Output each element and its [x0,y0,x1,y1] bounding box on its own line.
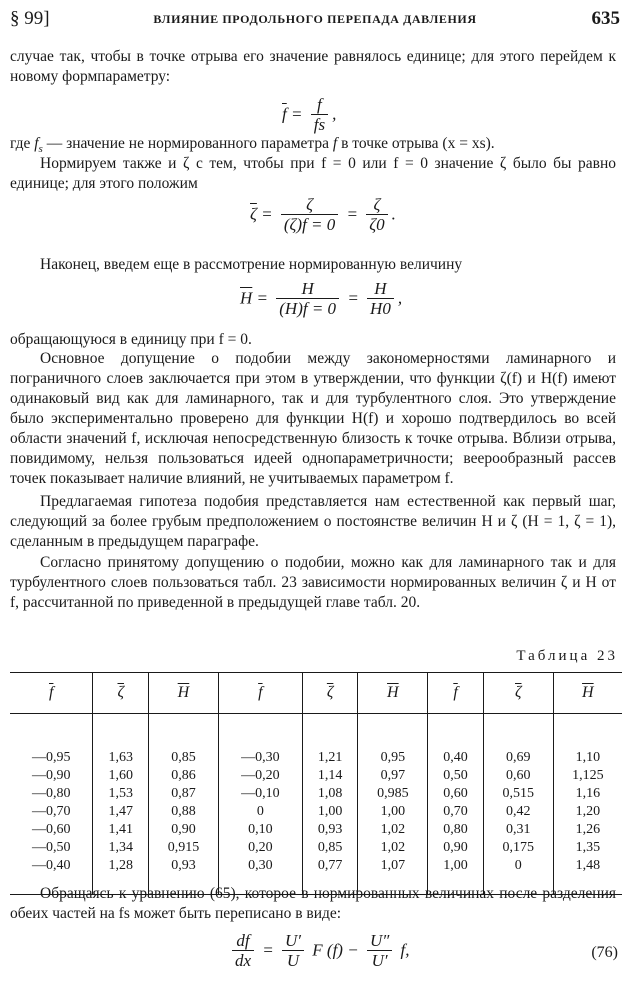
header-h-2: $\overline{H}$ [358,673,428,714]
table-cell: 1,35 [553,839,622,857]
table-cell: 1,10 [553,714,622,768]
table-cell: 0,97 [358,767,428,785]
table-cell: —0,60 [31,822,71,837]
header-h-1: $\overline{H}$ [149,673,219,714]
table-cell: 0,50 [428,767,484,785]
table-cell: 0,30 [218,857,302,895]
table-cell: —0,70 [31,804,71,819]
table-cell: 1,60 [93,767,149,785]
table-cell: 1,00 [428,857,484,895]
table-cell: 0,85 [302,839,358,857]
table-cell: 0 [483,857,553,895]
paragraph-1: случае так, чтобы в точке отрыва его значение равнялось единице; для этого перейдем к новому формпараметру: [10,48,616,85]
table-cell: 0 [218,803,302,821]
table-cell: 0,80 [428,821,484,839]
paragraph-6: Основное допущение о подобии между закономерностями ламинарного и пограничного слоев заключается при этом в утверждении, что функции ζ(f) и H(f) имеют одинаковый вид как для ламинарного, так и для турбулентного слоя. Это утверждение было экспериментально проверено для функции H(f) и хорошо подтвердилось во всей области значений f, исключая непосредственную близость к точке отрыва. Вблизи отрыва, повидимому, нельзя пользоваться идеей однопараметричности; веерообразный рассев точек показывает наличие влияний, не учитываемых параметром f. [10,350,616,487]
table-cell: —0,90 [31,768,71,783]
table-header-row [10,673,622,714]
equation-76: $\frac{df}{dx}$ = $\frac{U'}{U}$ F (f) − $\frac{U''}{U'}$ f, [228,932,410,971]
table-cell: 1,14 [302,767,358,785]
page-number: 635 [591,8,620,29]
table-cell: 0,90 [428,839,484,857]
table-cell: 1,07 [358,857,428,895]
table-cell: 1,34 [93,839,149,857]
paragraph-2: где $f_s$ — значение не нормированного параметра f в точке отрыва (x = xs). [10,135,495,155]
table-row [10,803,622,821]
table-cell: 1,02 [358,839,428,857]
equation-number: (76) [591,944,618,961]
table-cell: 1,41 [93,821,149,839]
header-zeta-2: $\overline{\zeta}$ [302,673,358,714]
table-row [10,839,622,857]
table-cell: 1,00 [302,803,358,821]
equation-2: $\overline{\zeta}$ = $\frac{\zeta}{(\zeta)f = 0}$ = $\frac{\zeta}{\zeta 0}$ . [250,195,396,234]
table-cell: 0,40 [428,714,484,768]
header-f-1: $\overline{f}$ [10,673,93,714]
paragraph-5: обращающуюся в единицу при f = 0. [10,331,252,348]
table-cell: —0,80 [31,786,71,801]
table-cell: 1,20 [553,803,622,821]
table-cell: 0,60 [483,767,553,785]
table-cell: 0,93 [302,821,358,839]
table-caption: Таблица 23 [516,648,618,664]
table-cell: 0,90 [149,821,219,839]
table-cell: —0,95 [31,750,71,765]
header-f-3: $\overline{f}$ [428,673,484,714]
paragraph-3: Нормируем также и ζ с тем, чтобы при f = 0 или f = 0 значение ζ было бы равно единице; для этого положим [10,155,616,192]
table-cell: 0,69 [483,714,553,768]
table-cell: 0,85 [149,714,219,768]
table-cell: 1,63 [93,714,149,768]
data-table [10,672,622,895]
table-cell: 0,42 [483,803,553,821]
table-cell: 0,70 [428,803,484,821]
header-zeta-1: $\overline{\zeta}$ [93,673,149,714]
table-cell: 0,175 [483,839,553,857]
table-cell: 0,31 [483,821,553,839]
table-cell: 0,87 [149,785,219,803]
header-f-2: $\overline{f}$ [218,673,302,714]
table-cell: 0,88 [149,803,219,821]
table-cell: 1,21 [302,714,358,768]
paragraph-8: Согласно принятому допущению о подобии, можно как для ламинарного так и для турбулентного слоев пользоваться табл. 23 зависимости нормированных величин ζ и H от f, рассчитанной по приведенной в предыдущей главе табл. 20. [10,554,616,611]
header-zeta-3: $\overline{\zeta}$ [483,673,553,714]
running-header [10,8,620,32]
table-row [10,785,622,803]
header-h-3: $\overline{H}$ [553,673,622,714]
table-cell: 1,26 [553,821,622,839]
table-cell: 0,60 [428,785,484,803]
paragraph-7: Предлагаемая гипотеза подобия представляется нам естественной как первый шаг, следующий за более грубым предположением о постоянстве величин H и ζ (H = 1, ζ = 1), сделанным в предыдущем параграфе. [10,493,616,550]
table-cell: 0,77 [302,857,358,895]
table-cell: 0,10 [218,821,302,839]
table-cell: 0,985 [358,785,428,803]
table-cell: 1,02 [358,821,428,839]
table-cell: 1,00 [358,803,428,821]
table-cell: 0,95 [358,714,428,768]
table-cell: 1,08 [302,785,358,803]
table-cell: —0,40 [10,857,93,895]
equation-3: $\overline{H}$ = $\frac{H}{(H)f = 0}$ = $\frac{H}{H0}$ , [240,279,403,318]
table-row [10,714,622,768]
table-cell: 1,16 [553,785,622,803]
table-cell: —0,20 [218,767,302,785]
table-cell: 0,86 [149,767,219,785]
table-row [10,767,622,785]
table-cell: 1,48 [553,857,622,895]
table-cell: 0,515 [483,785,553,803]
table-cell: 1,47 [93,803,149,821]
table-cell: 1,28 [93,857,149,895]
table-cell: —0,50 [31,840,71,855]
equation-1: $\overline{f}$ = $\frac{f}{fs}$ , [282,95,337,134]
table-cell: —0,30 [218,714,302,768]
table-cell: 0,93 [149,857,219,895]
table-cell: 0,915 [149,839,219,857]
paragraph-4: Наконец, введем еще в рассмотрение нормированную величину [40,256,463,273]
chapter-title: ВЛИЯНИЕ ПРОДОЛЬНОГО ПЕРЕПАДА ДАВЛЕНИЯ [153,12,477,26]
table-cell: 0,20 [218,839,302,857]
table-row [10,821,622,839]
table-cell: —0,10 [218,785,302,803]
table-cell: 1,125 [553,767,622,785]
section-number: § 99] [10,8,50,29]
paragraph-9: Обращаясь к уравнению (65), которое в нормированных величинах после разделения обеих частей на fs может быть переписано в виде: [10,885,616,922]
table-cell: 1,53 [93,785,149,803]
